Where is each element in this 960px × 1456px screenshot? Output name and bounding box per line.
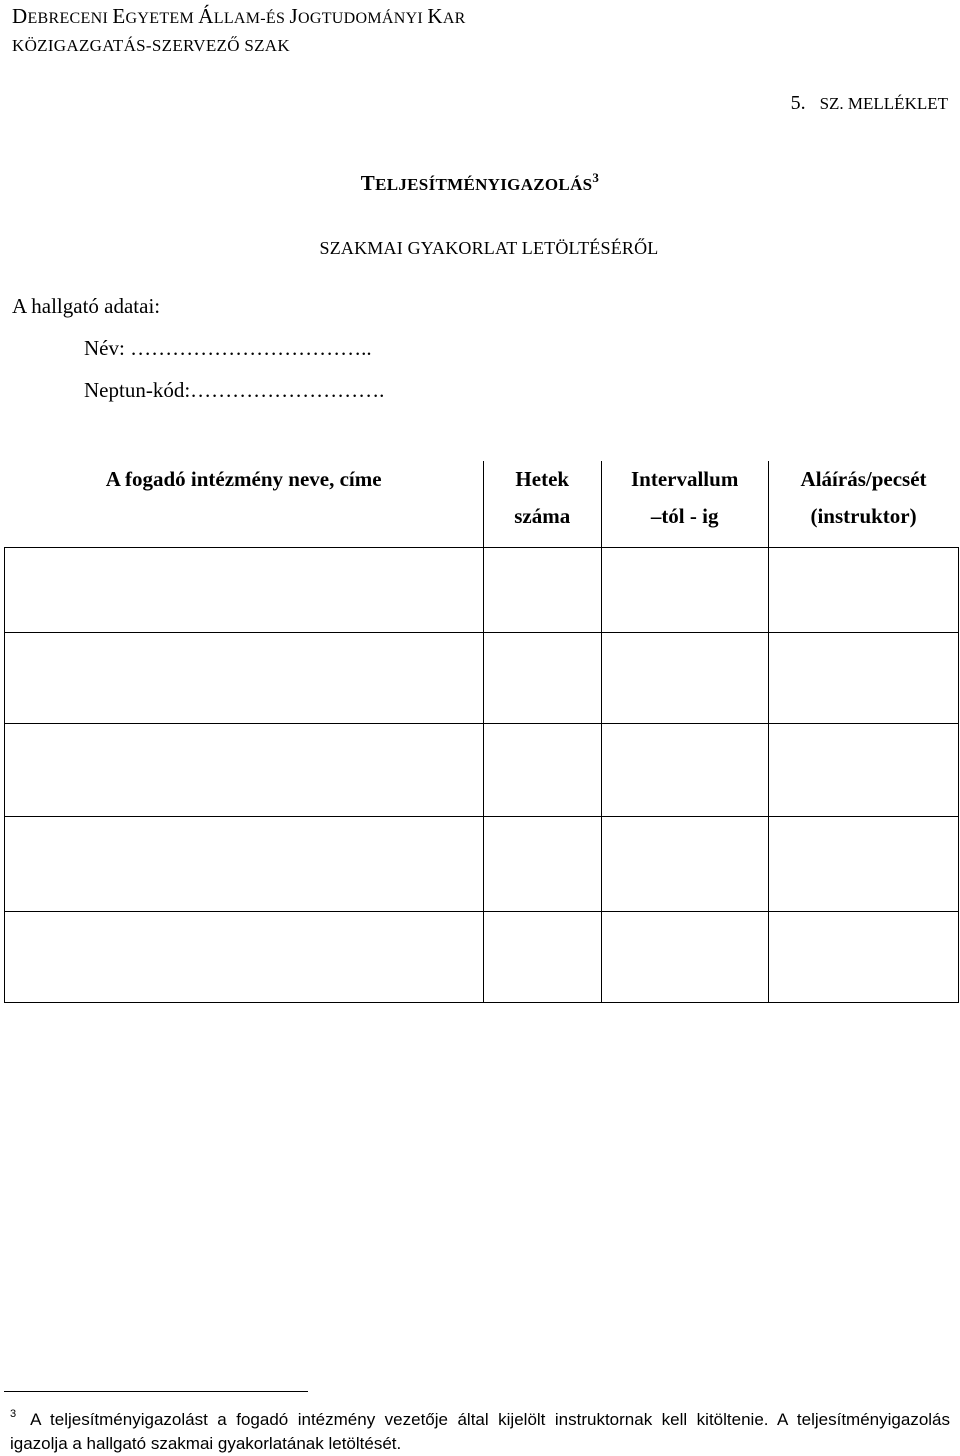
- footnote: [10, 1402, 950, 1456]
- header-interval: [601, 461, 768, 548]
- table-header-row: [5, 461, 959, 548]
- header-signature: [768, 461, 958, 548]
- weeks-cell[interactable]: [483, 548, 601, 633]
- header-weeks: [483, 461, 601, 548]
- footnote-text: A teljesítményigazolást a fogadó intézmény vezetője által kijelölt instruktornak kell kitöltenie. A teljesítményigazolás igazolja a hallgató szakmai gyakorlatának letöltését.: [10, 1410, 950, 1453]
- institution-cell[interactable]: [5, 817, 484, 912]
- university-name-part-2: GYETEM: [125, 10, 199, 27]
- signature-cell[interactable]: [768, 817, 958, 912]
- interval-cell[interactable]: [601, 912, 768, 1003]
- university-name-part-3: LLAM-ÉS: [213, 10, 290, 27]
- header-interval-line1: Intervallum: [630, 467, 739, 491]
- document-title-cap: T: [360, 171, 376, 195]
- header-weeks-line2: száma: [514, 504, 571, 528]
- header-weeks-line1: Hetek: [515, 467, 570, 491]
- footnote-divider: [4, 1391, 308, 1392]
- signature-cell[interactable]: [768, 633, 958, 724]
- institution-cell[interactable]: [5, 548, 484, 633]
- interval-cell[interactable]: [601, 633, 768, 724]
- annex-text: SZ. MELLÉKLET: [819, 94, 948, 113]
- institution-cell[interactable]: [5, 912, 484, 1003]
- signature-cell[interactable]: [768, 548, 958, 633]
- student-data-heading: A hallgató adatai:: [12, 294, 161, 318]
- neptun-code-field-line: Neptun-kód:……………………….: [84, 378, 385, 402]
- header-institution-label: A fogadó intézmény neve, címe: [105, 467, 382, 491]
- internship-table: [4, 461, 959, 1003]
- header-signature-line2: (instruktor): [810, 504, 917, 528]
- annex-number: 5.: [790, 92, 806, 114]
- table-row: [5, 912, 959, 1003]
- weeks-cell[interactable]: [483, 724, 601, 817]
- interval-cell[interactable]: [601, 548, 768, 633]
- university-name-cap-5: K: [427, 4, 443, 28]
- header-signature-line1: Aláírás/pecsét: [800, 467, 927, 491]
- university-name-part-5: AR: [442, 10, 466, 27]
- university-name-part-1: EBRECENI: [27, 10, 113, 27]
- table-row: [5, 633, 959, 724]
- table-row: [5, 724, 959, 817]
- program-name: KÖZIGAZGATÁS-SZERVEZŐ SZAK: [12, 36, 290, 55]
- name-field-line: Név: ……………………………..: [84, 336, 372, 360]
- institution-cell[interactable]: [5, 724, 484, 817]
- signature-cell[interactable]: [768, 912, 958, 1003]
- weeks-cell[interactable]: [483, 633, 601, 724]
- header-interval-line2: –tól - ig: [650, 504, 719, 528]
- university-name-cap-4: J: [289, 4, 298, 28]
- weeks-cell[interactable]: [483, 817, 601, 912]
- document-title-rest: ELJESÍTMÉNYIGAZOLÁS: [375, 175, 593, 194]
- title-footnote-ref: 3: [592, 170, 600, 185]
- university-name-cap-3: Á: [198, 4, 214, 28]
- table-row: [5, 548, 959, 633]
- weeks-cell[interactable]: [483, 912, 601, 1003]
- annex-label: [791, 92, 948, 115]
- document-title: [0, 170, 960, 196]
- university-name-part-4: OGTUDOMÁNYI: [297, 10, 428, 27]
- signature-cell[interactable]: [768, 724, 958, 817]
- university-name-cap-2: E: [112, 4, 126, 28]
- interval-cell[interactable]: [601, 817, 768, 912]
- university-name-cap-1: D: [12, 4, 28, 28]
- table-row: [5, 817, 959, 912]
- document-subtitle: SZAKMAI GYAKORLAT LETÖLTÉSÉRŐL: [319, 238, 659, 258]
- interval-cell[interactable]: [601, 724, 768, 817]
- institution-cell[interactable]: [5, 633, 484, 724]
- header-institution: [5, 461, 484, 548]
- university-name: [12, 4, 466, 29]
- footnote-number: 3: [10, 1408, 17, 1420]
